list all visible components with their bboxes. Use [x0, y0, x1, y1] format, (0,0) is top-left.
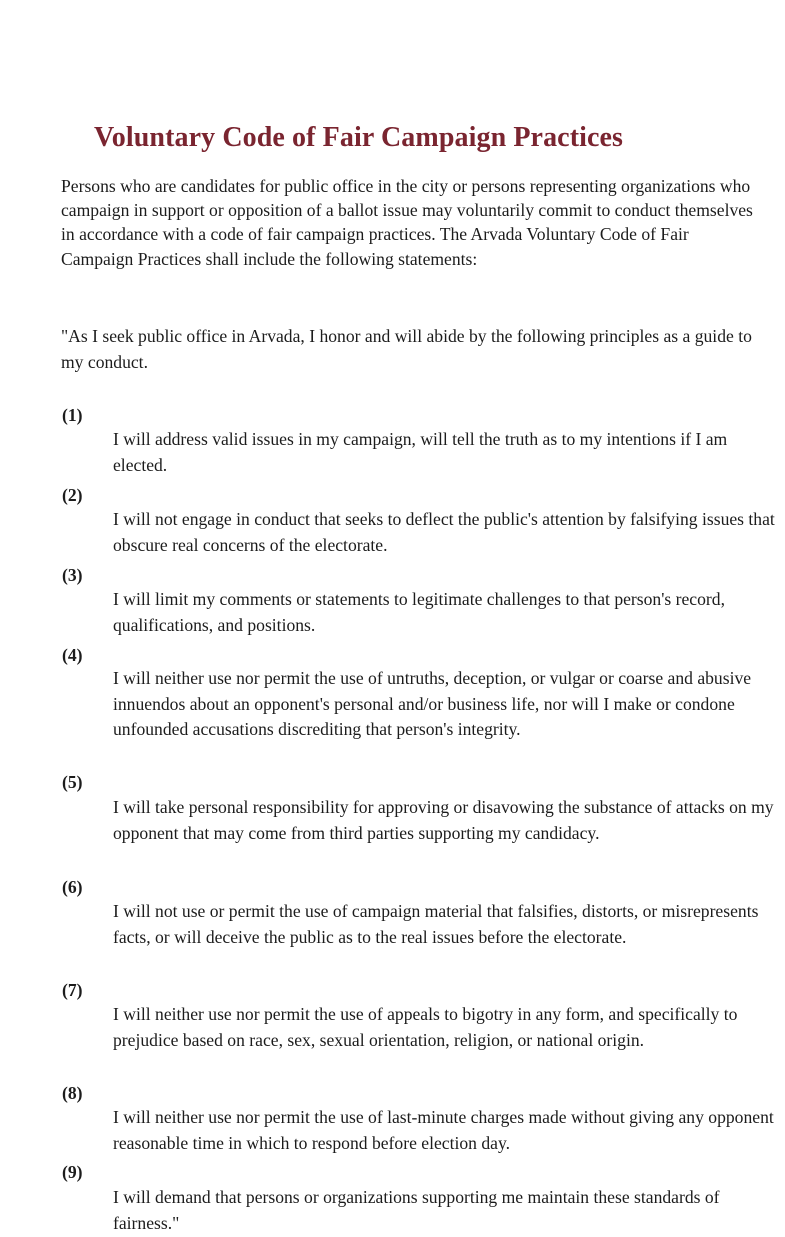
item-number: (2): [62, 485, 83, 505]
item-text: I will limit my comments or statements to legitimate challenges to that person's record, qualifications, and positions.: [113, 589, 725, 635]
document-title: Voluntary Code of Fair Campaign Practices: [94, 122, 624, 153]
pledge-paragraph: "As I seek public office in Arvada, I honor and will abide by the following principles as a guide to my conduct.: [61, 326, 752, 372]
item-text: I will neither use nor permit the use of last-minute charges made without giving any opponent reasonable time in which to respond before election day.: [113, 1107, 774, 1153]
item-number: (3): [62, 565, 83, 585]
item-text: I will not engage in conduct that seeks to deflect the public's attention by falsifying issues that obscure real concerns of the electorate.: [113, 509, 775, 555]
item-text: I will not use or permit the use of campaign material that falsifies, distorts, or misrepresents facts, or will deceive the public as to the real issues before the electorate.: [113, 901, 759, 947]
item-number: (7): [62, 980, 83, 1000]
item-number: (5): [62, 772, 83, 792]
item-text: I will neither use nor permit the use of untruths, deception, or vulgar or coarse and abusive innuendos about an opponent's personal and/or business life, nor will I make or condone unfounded accusations discrediting that person's integrity.: [113, 668, 752, 739]
item-text: I will take personal responsibility for approving or disavowing the substance of attacks on my opponent that may come from third parties supporting my candidacy.: [113, 797, 774, 843]
item-number: (4): [62, 645, 83, 665]
item-text: I will demand that persons or organizations supporting me maintain these standards of fairness.": [113, 1187, 720, 1233]
item-text: I will neither use nor permit the use of appeals to bigotry in any form, and specifically to prejudice based on race, sex, sexual orientation, religion, or national origin.: [113, 1004, 738, 1050]
intro-paragraph: Persons who are candidates for public office in the city or persons representing organizations who campaign in support or opposition of a ballot issue may voluntarily commit to conduct themselves in accordance with a code of fair campaign practices. The Arvada Voluntary Code of Fair Campaign Practices shall include the following statements:: [61, 176, 753, 269]
item-number: (8): [62, 1083, 83, 1103]
item-number: (6): [62, 877, 83, 897]
item-text: I will address valid issues in my campaign, will tell the truth as to my intentions if I am elected.: [113, 429, 728, 475]
item-number: (9): [62, 1162, 83, 1182]
item-number: (1): [62, 405, 83, 425]
